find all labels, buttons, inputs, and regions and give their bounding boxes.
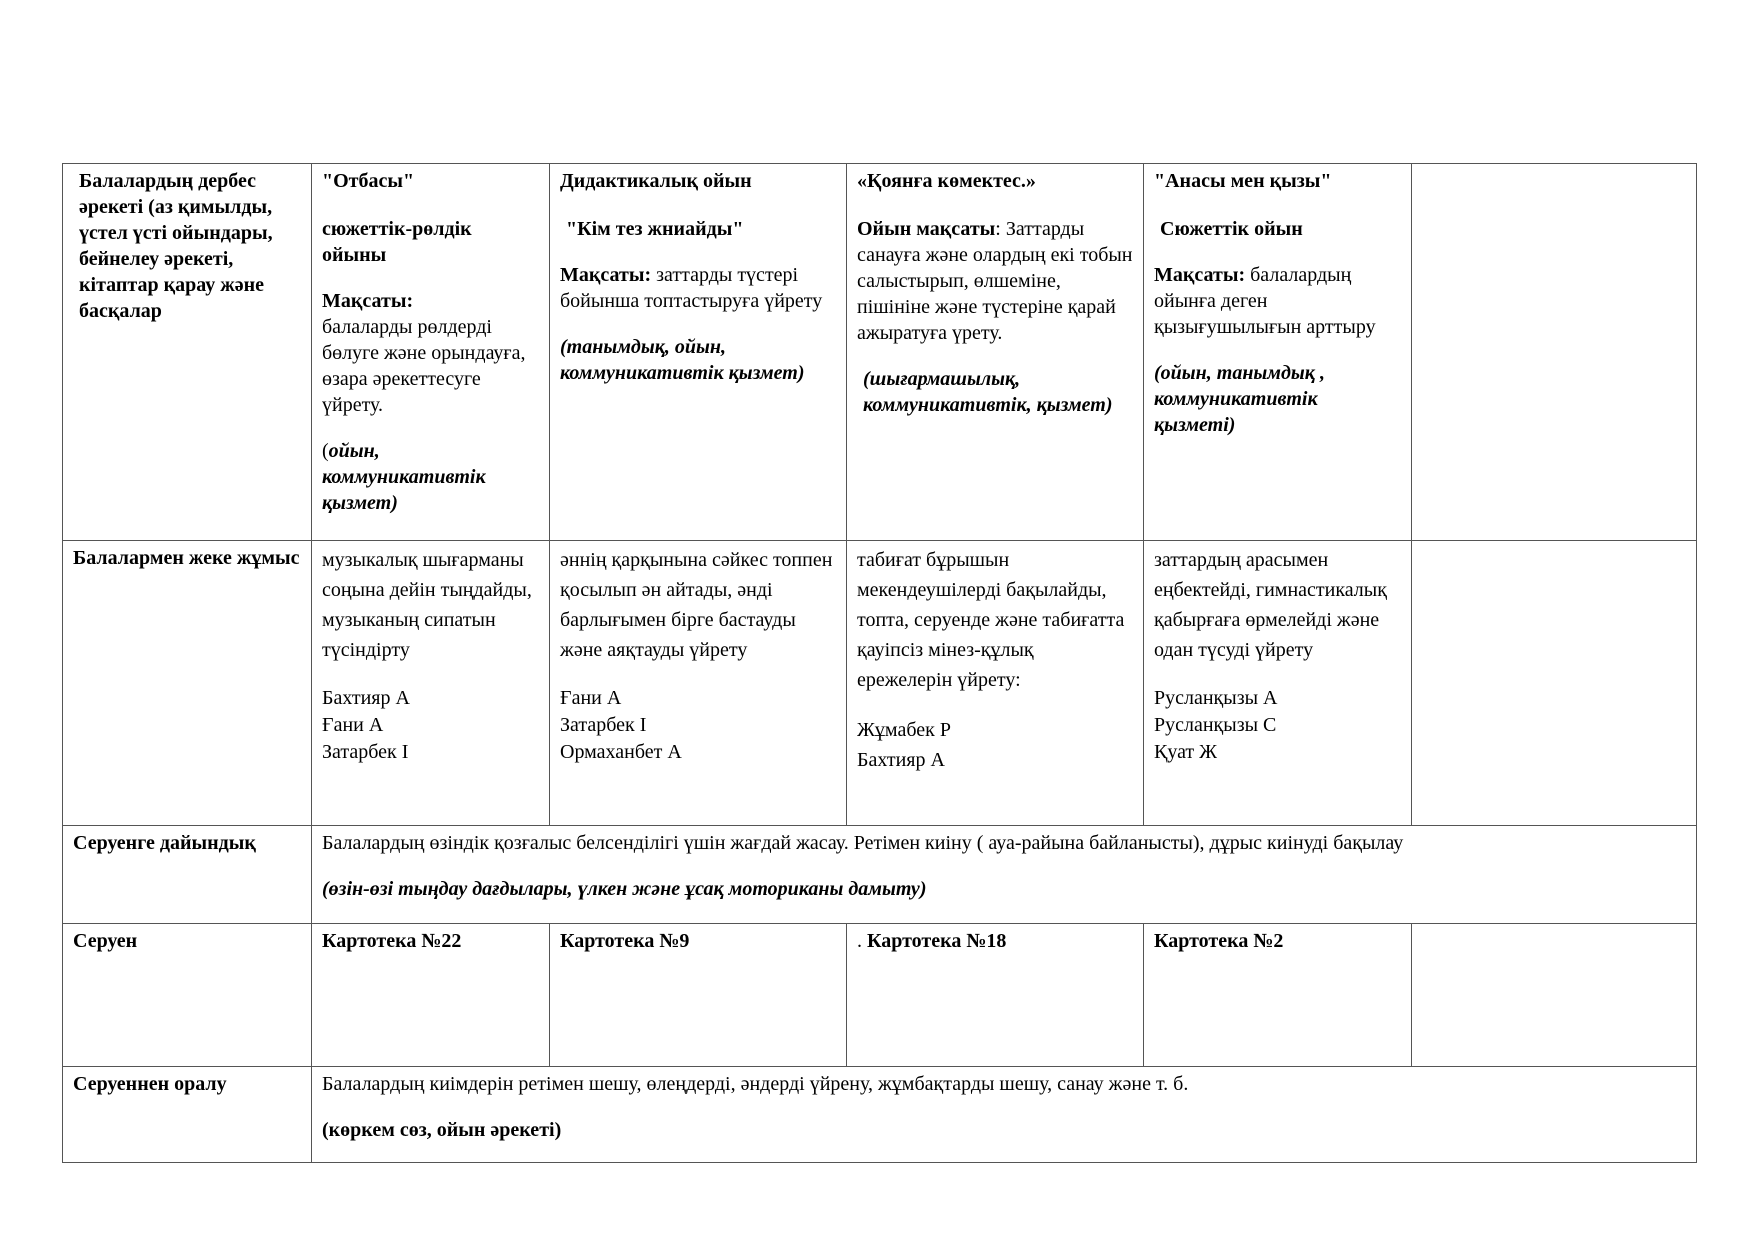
individual-work-cell-1 xyxy=(312,541,550,826)
child-name: Ғани А xyxy=(560,687,622,709)
work-text: әннің қарқынына сәйкес топпен қосылып ән айтады, әнді барлығымен бірге бастауды және аяқтауды үйрету xyxy=(560,549,833,661)
empty-cell xyxy=(1412,924,1697,1067)
child-name: Бахтияр А xyxy=(322,687,410,709)
goal-text: : Заттарды санауға және олардың екі тобын салыстырып, өлшеміне, пішініне және түстеріне қарай ажыратуға үрету. xyxy=(857,218,1133,344)
walk-preparation-cell xyxy=(312,826,1697,924)
activity-cell-4 xyxy=(1144,164,1412,541)
row-header-text: Серуен xyxy=(73,930,138,952)
walk-cell-1 xyxy=(312,924,550,1067)
empty-cell xyxy=(1412,541,1697,826)
row-walk xyxy=(63,924,1697,1067)
child-name: Қуат Ж xyxy=(1154,741,1218,763)
row-header-text: Балалардың дербес әрекеті (аз қимылды, үстел үсті ойындары, бейнелеу әрекеті, кітаптар қарау және басқалар xyxy=(79,170,273,322)
row-independent-activity xyxy=(63,164,1697,541)
goal-text: заттарды түстері бойынша топтастыруға үйрету xyxy=(560,264,823,312)
card-file-label: Картотека №22 xyxy=(322,930,462,952)
activity-goal xyxy=(857,216,1133,346)
child-name: Затарбек І xyxy=(322,741,409,763)
walk-preparation-tag: (өзін-өзі тыңдау дағдылары, үлкен және ұсақ моториканы дамыту) xyxy=(322,878,927,900)
activity-title: «Қоянға көмектес.» xyxy=(857,170,1036,192)
activity-goal xyxy=(560,262,836,314)
activity-subtitle: "Кім тез жниайды" xyxy=(566,218,744,240)
activity-goal xyxy=(1154,262,1401,340)
child-name: Затарбек І xyxy=(560,714,647,736)
row-individual-work xyxy=(63,541,1697,826)
plan-table xyxy=(62,163,1697,1163)
card-file-label: Картотека №9 xyxy=(560,930,690,952)
activity-subtitle: Сюжеттік ойын xyxy=(1160,218,1303,240)
row-header-text: Серуеннен оралу xyxy=(73,1073,227,1095)
child-name: Ғани А xyxy=(322,714,384,736)
activity-subtitle: сюжеттік-рөлдік ойыны xyxy=(322,218,472,266)
activity-cell-3 xyxy=(847,164,1144,541)
return-from-walk-text: Балалардың киімдерін ретімен шешу, өлеңдерді, әндерді үйрену, жұмбақтарды шешу, санау және т. б. xyxy=(322,1073,1189,1095)
individual-work-cell-4 xyxy=(1144,541,1412,826)
row-header-text: Балалармен жеке жұмыс xyxy=(73,547,300,569)
individual-work-cell-3 xyxy=(847,541,1144,826)
row-return-from-walk xyxy=(63,1067,1697,1163)
activity-tag xyxy=(322,438,539,516)
activity-cell-1 xyxy=(312,164,550,541)
goal-label: Мақсаты: xyxy=(322,290,414,312)
row-header-walk-preparation xyxy=(63,826,312,924)
activity-title: "Анасы мен қызы" xyxy=(1154,170,1332,192)
children-list xyxy=(1154,685,1401,766)
goal-label: Мақсаты: xyxy=(560,264,652,286)
goal-label: Мақсаты: xyxy=(1154,264,1246,286)
goal-text: балалардың ойынға деген қызығушылығын арттыру xyxy=(1154,264,1376,338)
row-header-independent-activity xyxy=(63,164,312,541)
work-text: музыкалық шығарманы соңына дейін тыңдайды, музыканың сипатын түсіндірту xyxy=(322,549,532,661)
individual-work-cell-2 xyxy=(550,541,847,826)
child-name: Русланқызы А xyxy=(1154,687,1278,709)
work-text: табиғат бұрышын мекендеушілерді бақылайды, топта, серуенде және табиғатта қауіпсіз мінез-құлық ережелерін үйрету: xyxy=(857,549,1125,691)
activity-tag: (танымдық, ойын, коммуникативтік қызмет) xyxy=(560,336,805,384)
card-file-label: Картотека №18 xyxy=(867,930,1007,952)
child-name: Русланқызы С xyxy=(1154,714,1277,736)
children-list xyxy=(560,685,836,766)
card-file-line xyxy=(857,928,1133,954)
activity-tag: (ойын, танымдық , коммуникативтік қызметі) xyxy=(1154,362,1325,436)
walk-cell-2 xyxy=(550,924,847,1067)
children-list xyxy=(857,715,1133,775)
activity-title: "Отбасы" xyxy=(322,170,415,192)
row-walk-preparation xyxy=(63,826,1697,924)
walk-cell-3 xyxy=(847,924,1144,1067)
card-file-prefix: . xyxy=(857,930,867,952)
children-list xyxy=(322,685,539,766)
walk-cell-4 xyxy=(1144,924,1412,1067)
row-header-walk xyxy=(63,924,312,1067)
activity-tag: (шығармашылық, коммуникативтік, қызмет) xyxy=(863,368,1113,416)
card-file-label: Картотека №2 xyxy=(1154,930,1284,952)
goal-text: балаларды рөлдерді бөлуге және орындауға, өзара әрекеттесуге үйрету. xyxy=(322,316,526,416)
return-from-walk-cell xyxy=(312,1067,1697,1163)
activity-goal xyxy=(322,288,539,418)
child-name: Жұмабек Р xyxy=(857,719,951,741)
child-name: Бахтияр А xyxy=(857,749,945,771)
row-header-return-from-walk xyxy=(63,1067,312,1163)
goal-label: Ойын мақсаты xyxy=(857,218,996,240)
work-text: заттардың арасымен еңбектейді, гимнастикалық қабырғаға өрмелейді және одан түсуді үйрету xyxy=(1154,549,1387,661)
row-header-text: Серуенге дайындық xyxy=(73,832,256,854)
empty-cell xyxy=(1412,164,1697,541)
child-name: Ормаханбет А xyxy=(560,741,682,763)
tag-text: ойын, коммуникативтік қызмет) xyxy=(322,440,486,514)
tag-paren: ( xyxy=(322,440,329,462)
activity-cell-2 xyxy=(550,164,847,541)
walk-preparation-text: Балалардың өзіндік қозғалыс белсенділігі үшін жағдай жасау. Ретімен киіну ( ауа-райына байланысты), дұрыс киінуді бақылау xyxy=(322,832,1404,854)
row-header-individual-work xyxy=(63,541,312,826)
return-from-walk-tag: (көркем сөз, ойын әрекеті) xyxy=(322,1119,562,1141)
activity-title: Дидактикалық ойын xyxy=(560,170,752,192)
